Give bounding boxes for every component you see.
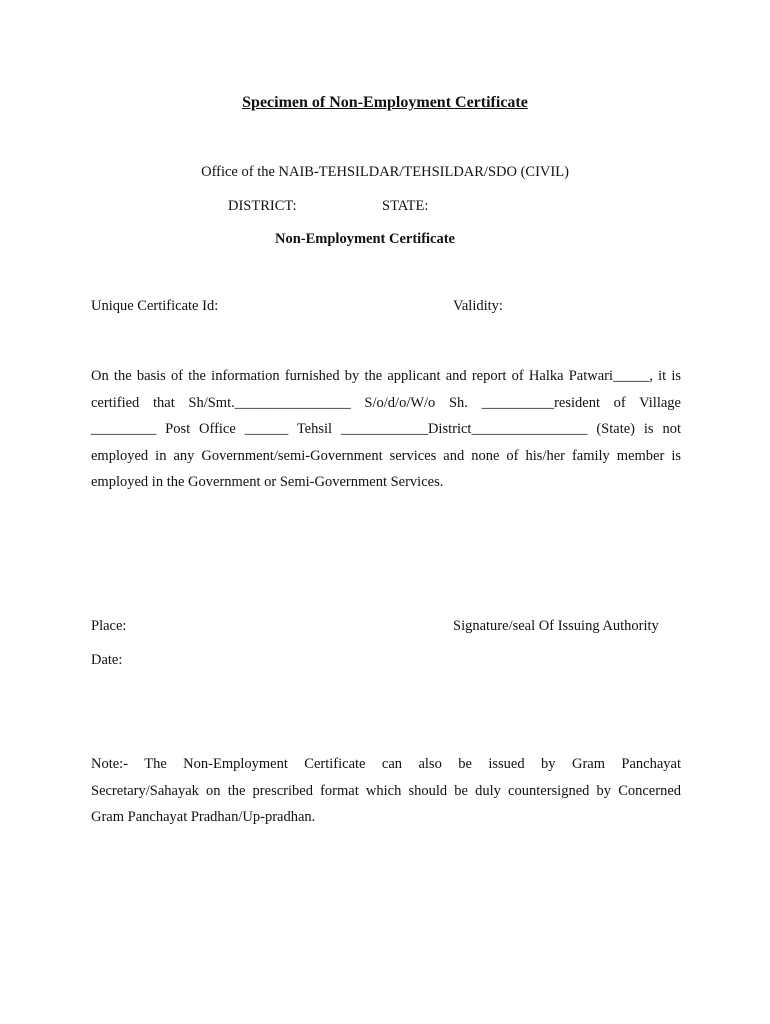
note-paragraph	[91, 751, 681, 831]
date-label: Date:	[91, 652, 123, 668]
district-label: DISTRICT:	[228, 198, 297, 214]
place-label: Place:	[91, 618, 127, 634]
certificate-subtitle: Non-Employment Certificate	[275, 231, 455, 247]
body-line: On the basis of the information furnished by the applicant and report of Halka Patwari_____, it is	[91, 368, 681, 384]
signature-label: Signature/seal Of Issuing Authority	[453, 618, 659, 634]
note-line: Note:- The Non-Employment Certificate can also be issued by Gram Panchayat	[91, 756, 681, 772]
body-line: employed in the Government or Semi-Government Services.	[91, 474, 444, 490]
body-line: certified that Sh/Smt.________________ S/o/d/o/W/o Sh. __________resident of Village	[91, 394, 681, 411]
validity-label: Validity:	[453, 298, 503, 314]
state-label: STATE:	[382, 198, 429, 214]
body-line: _________ Post Office ______ Tehsil ____________District________________ (State) is not	[91, 421, 681, 437]
document-title: Specimen of Non-Employment Certificate	[242, 94, 528, 111]
note-line: Secretary/Sahayak on the prescribed format which should be duly countersigned by Concerned	[91, 782, 681, 799]
unique-certificate-id-label: Unique Certificate Id:	[91, 298, 219, 314]
office-line: Office of the NAIB-TEHSILDAR/TEHSILDAR/SDO (CIVIL)	[201, 164, 569, 180]
note-line: Gram Panchayat Pradhan/Up-pradhan.	[91, 809, 316, 825]
certificate-body-paragraph	[91, 363, 681, 496]
body-line: employed in any Government/semi-Government services and none of his/her family member is	[91, 447, 681, 464]
